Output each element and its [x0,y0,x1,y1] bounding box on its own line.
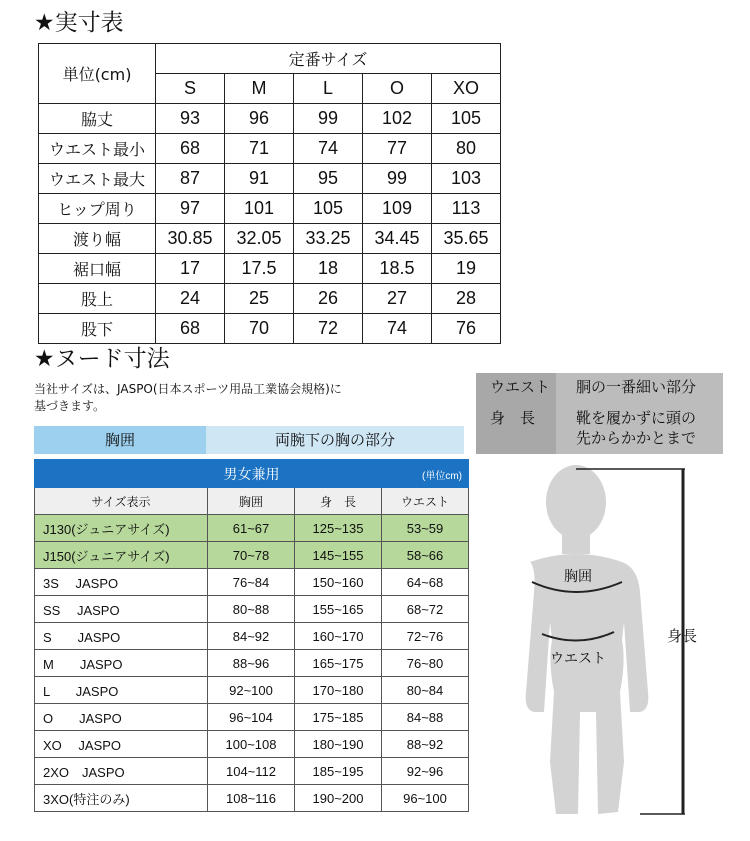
measurement-value: 17.5 [225,254,294,284]
nude-size-row [35,677,469,704]
nude-column-header: ウエスト [382,488,469,515]
nude-name-cell: S JASPO [35,623,208,650]
measurement-value: 96 [225,104,294,134]
measurement-value: 26 [294,284,363,314]
chest-label: 胸囲 [34,426,206,454]
nude-name-cell: L JASPO [35,677,208,704]
group-label-cell: 定番サイズ [156,44,501,74]
measurement-row [39,134,501,164]
nude-size-row [35,569,469,596]
nude-size-row [35,542,469,569]
nude-size-row [35,758,469,785]
measurement-row [39,224,501,254]
nude-size-row [35,731,469,758]
measurement-value: 105 [294,194,363,224]
measurement-row [39,254,501,284]
figure-chest-label: 胸囲 [564,569,592,585]
measurement-value: 99 [363,164,432,194]
measurement-label: ウエスト最大 [39,164,156,194]
jissun-table [38,43,501,344]
measurement-row [39,194,501,224]
measurement-value: 68 [156,314,225,344]
nude-name-cell: XO JASPO [35,731,208,758]
nude-note-line1: 当社サイズは、JASPO(日本スポーツ用品工業協会規格)に [34,382,342,396]
measurement-value: 17 [156,254,225,284]
measurement-value: 80 [432,134,501,164]
measurement-value: 28 [432,284,501,314]
nude-name-cell: J150(ジュニアサイズ) [35,542,208,569]
legend-waist-label: ウエスト [490,378,551,396]
nude-size-row [35,785,469,812]
nude-waist-cell: 88~92 [382,731,469,758]
measurement-row [39,104,501,134]
measurement-label: ヒップ周り [39,194,156,224]
nude-height-cell: 170~180 [295,677,382,704]
measurement-value: 68 [156,134,225,164]
jissun-title: ★実寸表 [34,10,124,36]
measurement-value: 102 [363,104,432,134]
measurement-value: 93 [156,104,225,134]
nude-chest-cell: 61~67 [208,515,295,542]
measurement-label: 股上 [39,284,156,314]
measurement-value: 95 [294,164,363,194]
measurement-value: 113 [432,194,501,224]
nude-chest-cell: 104~112 [208,758,295,785]
size-header-cell: XO [432,74,501,104]
measurement-value: 24 [156,284,225,314]
measurement-label: 渡り幅 [39,224,156,254]
nude-height-cell: 180~190 [295,731,382,758]
chest-definition-bar [34,426,464,454]
legend-height-desc-2: 先からかかとまで [576,429,697,447]
nude-chest-cell: 96~104 [208,704,295,731]
nude-column-header: 身 長 [295,488,382,515]
measurement-value: 105 [432,104,501,134]
size-header-cell: O [363,74,432,104]
measurement-label: 股下 [39,314,156,344]
measurement-value: 99 [294,104,363,134]
measurement-row [39,284,501,314]
measurement-value: 18 [294,254,363,284]
measurement-value: 32.05 [225,224,294,254]
nude-waist-cell: 76~80 [382,650,469,677]
measurement-value: 109 [363,194,432,224]
nude-waist-cell: 53~59 [382,515,469,542]
nude-chest-cell: 80~88 [208,596,295,623]
nude-size-row [35,704,469,731]
nude-name-cell: J130(ジュニアサイズ) [35,515,208,542]
measurement-value: 71 [225,134,294,164]
measurement-value: 30.85 [156,224,225,254]
nude-height-cell: 145~155 [295,542,382,569]
measurement-value: 74 [294,134,363,164]
nude-size-row [35,623,469,650]
nude-chest-cell: 100~108 [208,731,295,758]
measurement-value: 33.25 [294,224,363,254]
nude-name-cell: 3XO(特注のみ) [35,785,208,812]
measurement-label: ウエスト最小 [39,134,156,164]
nude-waist-cell: 80~84 [382,677,469,704]
nude-height-cell: 155~165 [295,596,382,623]
measurement-value: 76 [432,314,501,344]
measurement-value: 70 [225,314,294,344]
nude-waist-cell: 72~76 [382,623,469,650]
nude-name-cell: O JASPO [35,704,208,731]
nude-height-cell: 190~200 [295,785,382,812]
size-header-cell: S [156,74,225,104]
measurement-value: 77 [363,134,432,164]
nude-waist-cell: 96~100 [382,785,469,812]
measurement-value: 25 [225,284,294,314]
size-header-cell: M [225,74,294,104]
measurement-value: 27 [363,284,432,314]
nude-table-header [35,460,469,488]
size-header-cell: L [294,74,363,104]
nude-note-line2: 基づきます。 [34,399,106,413]
nude-title: ★ヌード寸法 [34,346,170,372]
measurement-value: 18.5 [363,254,432,284]
nude-height-cell: 185~195 [295,758,382,785]
nude-waist-cell: 92~96 [382,758,469,785]
nude-waist-cell: 58~66 [382,542,469,569]
nude-chest-cell: 108~116 [208,785,295,812]
nude-name-cell: M JASPO [35,650,208,677]
nude-height-cell: 175~185 [295,704,382,731]
nude-waist-cell: 84~88 [382,704,469,731]
measurement-row [39,314,501,344]
nude-name-cell: 2XO JASPO [35,758,208,785]
nude-table-title: 男女兼用 [223,465,280,482]
nude-column-header: サイズ表示 [35,488,208,515]
measurement-label: 脇丈 [39,104,156,134]
measurement-value: 87 [156,164,225,194]
nude-height-cell: 125~135 [295,515,382,542]
measurement-value: 91 [225,164,294,194]
chest-description: 両腕下の胸の部分 [274,431,395,449]
measurement-value: 97 [156,194,225,224]
measurement-value: 103 [432,164,501,194]
measurement-label: 裾口幅 [39,254,156,284]
nude-size-row [35,515,469,542]
nude-height-cell: 150~160 [295,569,382,596]
nude-column-header: 胸囲 [208,488,295,515]
nude-height-cell: 160~170 [295,623,382,650]
nude-name-cell: SS JASPO [35,596,208,623]
legend-height-label: 身 長 [490,409,536,427]
figure-height-label: 身長 [667,627,698,645]
measurement-value: 34.45 [363,224,432,254]
nude-chest-cell: 92~100 [208,677,295,704]
legend-waist-desc: 胴の一番細い部分 [576,378,697,396]
measurement-legend [476,373,723,454]
measurement-value: 19 [432,254,501,284]
figure-waist-label: ウエスト [550,651,606,667]
nude-chest-cell: 84~92 [208,623,295,650]
nude-table-unit: (単位cm) [422,471,462,482]
measurement-value: 35.65 [432,224,501,254]
nude-waist-cell: 64~68 [382,569,469,596]
legend-height-desc-1: 靴を履かずに頭の [576,409,697,427]
unit-label-cell: 単位(cm) [39,44,156,104]
nude-waist-cell: 68~72 [382,596,469,623]
nude-chest-cell: 76~84 [208,569,295,596]
nude-size-row [35,650,469,677]
measurement-value: 74 [363,314,432,344]
nude-size-row [35,596,469,623]
measurement-value: 101 [225,194,294,224]
nude-chest-cell: 70~78 [208,542,295,569]
nude-size-table [34,459,469,812]
measurement-row [39,164,501,194]
nude-name-cell: 3S JASPO [35,569,208,596]
measurement-value: 72 [294,314,363,344]
nude-height-cell: 165~175 [295,650,382,677]
nude-chest-cell: 88~96 [208,650,295,677]
